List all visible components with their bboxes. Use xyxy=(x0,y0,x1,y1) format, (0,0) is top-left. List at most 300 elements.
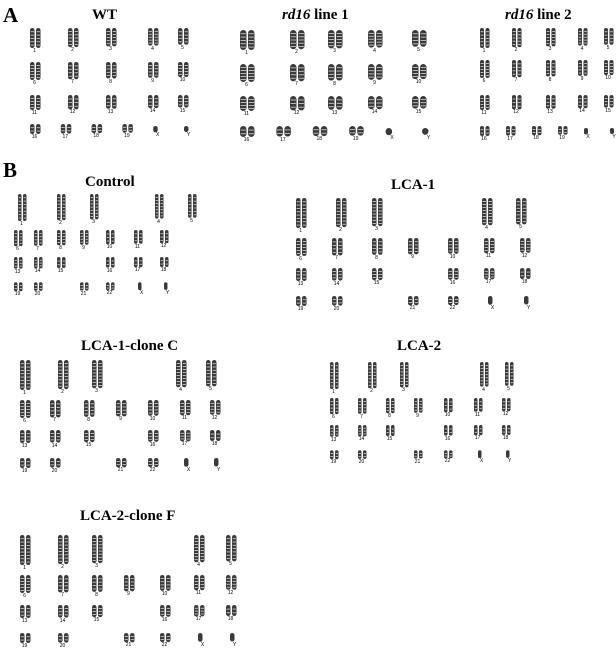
label-21-b0: 21 xyxy=(80,290,87,297)
chromosome-pair-10-a1 xyxy=(412,64,427,79)
label-16-a2: 16 xyxy=(481,136,487,142)
label-14-b0: 14 xyxy=(34,268,41,275)
chromosome-pair-7-b3 xyxy=(358,398,367,414)
label-16-b4: 16 xyxy=(161,616,168,623)
label-19-a1: 19 xyxy=(352,135,359,142)
chromosome-pair-19-b3 xyxy=(330,450,339,459)
label-21-b4: 21 xyxy=(125,642,132,649)
label-15-b1: 15 xyxy=(373,280,380,287)
chromosome-pair-10-a0 xyxy=(178,62,189,77)
label-X-b1: X xyxy=(490,304,495,311)
label-8-b4: 8 xyxy=(95,591,98,598)
chromosome-pair-12-b1 xyxy=(520,238,531,253)
chromosome-pair-6-a0 xyxy=(30,62,41,80)
label-6-b2: 6 xyxy=(23,418,26,424)
chromosome-pair-6-b1 xyxy=(296,238,307,256)
label-2-a2: 2 xyxy=(514,47,518,54)
label-6-b4: 6 xyxy=(23,593,26,599)
label-10-b3: 10 xyxy=(444,412,451,419)
chromosome-pair-16-b3 xyxy=(444,425,453,436)
label-X-a2: X xyxy=(586,134,590,141)
chromosome-pair-18-a2 xyxy=(532,126,542,135)
chromosome-pair-7-a2 xyxy=(512,60,522,77)
panel-letter-b: B xyxy=(3,158,18,182)
label-4-b1: 4 xyxy=(485,225,488,232)
chromosome-pair-15-a1 xyxy=(412,96,427,109)
label-3-a1: 3 xyxy=(333,48,336,55)
chromosome-pair-20-b0 xyxy=(34,282,43,291)
chromosome-pair-17-b2 xyxy=(180,430,191,441)
label-5-b3: 5 xyxy=(507,385,510,392)
label-11-b3: 11 xyxy=(474,411,481,418)
label-19-b2: 19 xyxy=(21,468,28,474)
label-5-b1: 5 xyxy=(519,224,522,231)
chromosome-pair-2-a0 xyxy=(68,28,79,47)
label-11-b4: 11 xyxy=(195,590,202,597)
label-9-b0: 9 xyxy=(82,244,85,251)
label-11-a0: 11 xyxy=(31,110,38,116)
label-17-b3: 17 xyxy=(474,435,481,442)
label-14-b2: 14 xyxy=(51,442,58,449)
chromosome-pair-14-a1 xyxy=(368,96,383,109)
label-16-b0: 16 xyxy=(106,267,113,274)
label-10-b1: 10 xyxy=(449,253,456,260)
chromosome-pair-5-a0 xyxy=(178,28,189,45)
label-22-b0: 22 xyxy=(106,290,113,297)
label-1-b3: 1 xyxy=(332,389,335,395)
chromosome-pair-11-b0 xyxy=(134,230,143,244)
chromosome-pair-14-b4 xyxy=(58,605,69,618)
chromosome-pair-19-a2 xyxy=(558,126,568,135)
chromosome-pair-9-a2 xyxy=(578,60,588,76)
chromosome-pair-2-b3 xyxy=(368,362,377,388)
chromosome-pair-1-a0 xyxy=(30,28,41,48)
label-13-b3: 13 xyxy=(330,436,337,443)
chromosome-pair-9-b3 xyxy=(414,398,423,413)
chromosome-pair-4-b3 xyxy=(480,362,489,387)
label-4-b2: 4 xyxy=(179,387,182,394)
chromosome-pair-18-b1 xyxy=(520,268,531,279)
chromosome-pair-7-b1 xyxy=(332,238,343,255)
label-Y-b0: Y xyxy=(165,289,170,296)
label-13-a2: 13 xyxy=(547,108,553,115)
chromosome-X-a1 xyxy=(386,128,393,135)
label-15-b2: 15 xyxy=(85,442,92,449)
label-20-b4: 20 xyxy=(59,642,66,649)
label-19-a2: 19 xyxy=(559,134,565,141)
title-lca-1: LCA-1 xyxy=(391,177,436,193)
label-2-b3: 2 xyxy=(370,388,373,395)
chromosome-pair-14-b1 xyxy=(332,268,343,281)
chromosome-pair-1-b4 xyxy=(20,535,31,565)
chromosome-pair-8-b4 xyxy=(92,575,103,592)
chromosome-pair-19-a0 xyxy=(122,124,132,133)
label-6-b3: 6 xyxy=(332,414,335,421)
chromosome-pair-11-a1 xyxy=(240,96,255,111)
chromosome-pair-6-a2 xyxy=(480,60,490,78)
label-4-a2: 4 xyxy=(580,45,584,52)
title-lca-1-clone-c: LCA-1-clone C xyxy=(81,338,179,354)
label-6-b1: 6 xyxy=(299,256,302,262)
chromosome-pair-15-b0 xyxy=(57,257,66,268)
chromosome-pair-11-b1 xyxy=(484,238,495,253)
chromosome-pair-9-b2 xyxy=(116,400,127,416)
chromosome-pair-14-a0 xyxy=(148,95,159,108)
chromosome-pair-17-a2 xyxy=(506,126,516,136)
chromosome-pair-18-b0 xyxy=(160,257,169,267)
chromosome-X-b0 xyxy=(138,282,142,290)
chromosome-pair-20-b4 xyxy=(58,633,69,643)
chromosome-pair-17-b0 xyxy=(134,257,143,267)
label-3-a2: 3 xyxy=(548,46,552,53)
chromosome-pair-16-b0 xyxy=(106,257,115,268)
label-5-a1: 5 xyxy=(417,46,420,53)
chromosome-pair-16-b2 xyxy=(148,430,159,442)
chromosome-pair-5-b0 xyxy=(188,194,197,218)
label-18-b1: 18 xyxy=(521,279,528,286)
chromosome-pair-2-a1 xyxy=(290,30,305,49)
chromosome-pair-20-b3 xyxy=(358,450,367,459)
chromosome-pair-13-b3 xyxy=(330,425,339,437)
chromosome-pair-15-b2 xyxy=(84,430,95,442)
label-12-b0: 12 xyxy=(160,243,167,250)
chromosome-pair-3-a1 xyxy=(328,30,343,48)
chromosome-pair-7-b0 xyxy=(34,230,43,246)
label-8-b2: 8 xyxy=(87,416,90,423)
label-14-b1: 14 xyxy=(333,280,340,287)
label-2-a1: 2 xyxy=(295,49,298,56)
chromosome-pair-5-b1 xyxy=(516,198,527,224)
chromosome-pair-8-b0 xyxy=(57,230,66,245)
chromosome-pair-21-b2 xyxy=(116,458,127,467)
label-X-a0: X xyxy=(156,132,160,139)
label-14-a1: 14 xyxy=(371,109,378,116)
label-6-a2: 6 xyxy=(482,78,486,84)
label-7-b4: 7 xyxy=(61,592,64,599)
label-22-b3: 22 xyxy=(444,458,451,465)
label-17-b0: 17 xyxy=(134,267,141,274)
label-14-a2: 14 xyxy=(579,108,585,115)
label-19-b1: 19 xyxy=(297,306,304,312)
label-3-b4: 3 xyxy=(95,563,98,570)
chromosome-pair-4-a2 xyxy=(578,28,588,46)
label-X-b0: X xyxy=(139,290,144,297)
label-7-b1: 7 xyxy=(335,255,338,262)
chromosome-pair-12-b4 xyxy=(226,575,237,590)
label-X-b2: X xyxy=(186,466,191,473)
chromosome-X-b1 xyxy=(488,296,493,305)
label-8-a2: 8 xyxy=(548,76,552,83)
label-9-a2: 9 xyxy=(580,75,584,82)
label-11-b0: 11 xyxy=(134,243,141,250)
label-19-a0: 19 xyxy=(124,132,130,139)
chromosome-pair-2-b0 xyxy=(57,194,66,220)
label-Y-b4: Y xyxy=(232,641,237,648)
chromosome-pair-13-a1 xyxy=(328,96,343,110)
chromosome-pair-21-b0 xyxy=(80,282,89,290)
label-1-b1: 1 xyxy=(299,228,302,234)
label-9-b3: 9 xyxy=(416,412,419,419)
chromosome-pair-10-b2 xyxy=(148,400,159,416)
chromosome-pair-10-b1 xyxy=(448,238,459,254)
chromosome-pair-6-b3 xyxy=(330,398,339,414)
label-3-b2: 3 xyxy=(95,388,98,395)
chromosome-pair-11-b2 xyxy=(180,400,191,415)
label-9-b1: 9 xyxy=(411,254,414,261)
label-15-a2: 15 xyxy=(605,107,611,114)
chromosome-pair-10-a2 xyxy=(604,60,614,75)
label-14-b3: 14 xyxy=(358,436,365,443)
chromosome-pair-15-a2 xyxy=(604,95,614,108)
chromosome-pair-4-a1 xyxy=(368,30,383,48)
chromosome-pair-13-b2 xyxy=(20,430,31,443)
chromosome-pair-1-b0 xyxy=(18,194,27,221)
chromosome-pair-2-b1 xyxy=(336,198,347,227)
label-15-b3: 15 xyxy=(386,435,393,442)
chromosome-pair-13-b1 xyxy=(296,268,307,281)
chromosome-pair-5-a2 xyxy=(604,28,614,45)
label-16-b3: 16 xyxy=(444,435,451,442)
label-2-b0: 2 xyxy=(59,220,62,227)
label-13-a0: 13 xyxy=(107,108,114,115)
chromosome-pair-11-a2 xyxy=(480,95,490,110)
chromosome-pair-13-a0 xyxy=(106,95,117,109)
chromosome-Y-a1 xyxy=(422,128,429,135)
label-18-a1: 18 xyxy=(316,136,323,143)
label-13-b4: 13 xyxy=(21,618,28,624)
chromosome-pair-19-b4 xyxy=(20,633,31,643)
chromosome-pair-20-b2 xyxy=(50,458,61,468)
label-7-b0: 7 xyxy=(36,245,39,252)
chromosome-pair-21-b4 xyxy=(124,633,135,642)
chromosome-pair-17-a0 xyxy=(61,124,72,134)
chromosome-pair-10-b0 xyxy=(106,230,115,244)
label-16-a1: 16 xyxy=(243,137,250,143)
title-lca-2: LCA-2 xyxy=(397,338,442,354)
chromosome-pair-9-b1 xyxy=(408,238,419,254)
chromosome-pair-15-b4 xyxy=(92,605,103,617)
chromosome-pair-14-b3 xyxy=(358,425,367,436)
label-4-a0: 4 xyxy=(151,45,154,52)
label-17-a1: 17 xyxy=(280,136,286,143)
label-6-a0: 6 xyxy=(33,80,36,86)
chromosome-pair-17-b4 xyxy=(194,605,205,616)
label-Y-a1: Y xyxy=(426,134,431,141)
label-10-b2: 10 xyxy=(149,415,156,422)
label-1-a0: 1 xyxy=(33,48,36,54)
label-18-b4: 18 xyxy=(227,616,234,623)
chromosome-pair-19-b2 xyxy=(20,458,31,468)
chromosome-pair-17-b3 xyxy=(474,425,483,435)
chromosome-pair-3-b0 xyxy=(90,194,99,219)
label-20-b0: 20 xyxy=(34,290,41,297)
label-19-b0: 19 xyxy=(14,291,21,298)
chromosome-pair-12-b3 xyxy=(502,398,511,411)
chromosome-pair-6-b0 xyxy=(14,230,23,246)
label-1-a2: 1 xyxy=(482,48,486,54)
label-11-a2: 11 xyxy=(481,110,487,116)
label-11-b1: 11 xyxy=(485,253,492,260)
label-12-a1: 12 xyxy=(293,110,300,117)
label-17-a0: 17 xyxy=(62,133,69,140)
label-18-a2: 18 xyxy=(533,135,539,142)
chromosome-pair-18-b2 xyxy=(210,430,221,441)
label-16-a0: 16 xyxy=(31,134,38,140)
label-7-b3: 7 xyxy=(360,413,363,420)
label-15-a0: 15 xyxy=(179,107,186,114)
chromosome-pair-8-a0 xyxy=(106,62,117,79)
label-10-a2: 10 xyxy=(605,75,611,82)
chromosome-pair-7-b2 xyxy=(50,400,61,417)
label-18-a0: 18 xyxy=(93,133,99,140)
chromosome-pair-3-a0 xyxy=(106,28,117,46)
chromosome-pair-22-b3 xyxy=(444,450,453,458)
chromosome-pair-3-b3 xyxy=(400,362,409,387)
chromosome-Y-b2 xyxy=(214,458,219,467)
label-9-b2: 9 xyxy=(119,416,122,423)
label-1-a1: 1 xyxy=(245,50,248,56)
chromosome-pair-3-b4 xyxy=(92,535,103,563)
label-2-b4: 2 xyxy=(61,564,64,571)
label-17-a2: 17 xyxy=(507,135,513,142)
chromosome-pair-16-b4 xyxy=(160,605,171,617)
chromosome-pair-10-b4 xyxy=(160,575,171,591)
chromosome-pair-14-b2 xyxy=(50,430,61,443)
label-2-b1: 2 xyxy=(339,227,342,234)
label-4-b3: 4 xyxy=(482,386,485,393)
label-15-a1: 15 xyxy=(415,108,422,115)
chromosome-pair-4-b1 xyxy=(482,198,493,225)
label-11-b2: 11 xyxy=(181,415,188,422)
label-20-b1: 20 xyxy=(333,305,340,312)
label-5-a2: 5 xyxy=(606,44,610,51)
chromosome-pair-8-b1 xyxy=(372,238,383,255)
chromosome-pair-15-a0 xyxy=(178,95,189,108)
chromosome-pair-4-b0 xyxy=(155,194,164,219)
label-1-b4: 1 xyxy=(23,565,26,571)
label-13-b0: 13 xyxy=(14,268,21,275)
label-18-b3: 18 xyxy=(502,434,509,441)
chromosome-pair-21-b3 xyxy=(414,450,423,458)
title-wt: WT xyxy=(92,7,118,23)
chromosome-pair-9-a1 xyxy=(368,64,383,80)
label-1-b2: 1 xyxy=(23,390,26,396)
label-4-b4: 4 xyxy=(197,562,200,569)
chromosome-pair-3-b2 xyxy=(92,360,103,388)
label-11-a1: 11 xyxy=(243,111,250,117)
label-12-b4: 12 xyxy=(227,589,234,596)
chromosome-pair-7-b4 xyxy=(58,575,69,592)
label-17-b4: 17 xyxy=(195,616,202,623)
label-13-b1: 13 xyxy=(297,281,304,287)
chromosome-pair-6-b2 xyxy=(20,400,31,418)
chromosome-pair-5-b4 xyxy=(226,535,237,561)
label-10-a1: 10 xyxy=(415,79,422,86)
chromosome-pair-15-b3 xyxy=(386,425,395,436)
label-X-b3: X xyxy=(479,458,484,465)
label-17-b1: 17 xyxy=(485,279,492,286)
chromosome-pair-20-b1 xyxy=(332,296,343,306)
label-20-b3: 20 xyxy=(358,458,365,465)
label-6-a1: 6 xyxy=(245,82,248,88)
label-7-a2: 7 xyxy=(514,77,518,84)
label-10-b0: 10 xyxy=(106,244,113,251)
label-X-b4: X xyxy=(200,641,205,648)
label-9-a0: 9 xyxy=(151,77,154,84)
label-1-b0: 1 xyxy=(20,221,23,227)
chromosome-pair-2-a2 xyxy=(512,28,522,47)
label-10-a0: 10 xyxy=(179,77,186,84)
chromosome-pair-8-a1 xyxy=(328,64,343,81)
label-3-b0: 3 xyxy=(92,219,95,226)
label-8-a0: 8 xyxy=(109,78,112,85)
label-3-b1: 3 xyxy=(375,226,378,233)
chromosome-pair-6-b4 xyxy=(20,575,31,593)
title-lca-2-clone-f: LCA-2-clone F xyxy=(80,508,176,524)
label-22-b2: 22 xyxy=(149,467,156,474)
label-8-b3: 8 xyxy=(388,413,391,420)
chromosome-pair-9-b4 xyxy=(124,575,135,591)
chromosome-pair-18-b3 xyxy=(502,425,511,435)
chromosome-pair-11-b3 xyxy=(474,398,483,412)
chromosome-pair-11-a0 xyxy=(30,95,41,110)
label-12-b2: 12 xyxy=(211,414,218,421)
chromosome-pair-16-a1 xyxy=(240,126,255,137)
chromosome-pair-12-b0 xyxy=(160,230,169,243)
chromosome-pair-21-b1 xyxy=(408,296,419,305)
chromosome-pair-5-b2 xyxy=(206,360,217,386)
label-7-a1: 7 xyxy=(295,81,298,88)
chromosome-pair-18-a1 xyxy=(313,126,328,136)
label-4-b0: 4 xyxy=(157,218,160,225)
label-16-b2: 16 xyxy=(149,441,156,448)
label-19-b4: 19 xyxy=(21,643,28,649)
chromosome-pair-4-a0 xyxy=(148,28,159,46)
chromosome-pair-16-b1 xyxy=(448,268,459,280)
chromosome-X-b2 xyxy=(184,458,189,467)
chromosome-pair-12-a1 xyxy=(290,96,305,110)
chromosome-pair-17-a1 xyxy=(276,126,291,137)
chromosome-pair-14-b0 xyxy=(34,257,43,268)
chromosome-pair-4-b2 xyxy=(176,360,187,387)
label-12-a2: 12 xyxy=(513,109,519,116)
chromosome-pair-10-b3 xyxy=(444,398,453,412)
label-6-b0: 6 xyxy=(16,246,19,253)
chromosome-pair-1-a2 xyxy=(480,28,490,48)
label-15-b4: 15 xyxy=(93,617,100,624)
label-13-a1: 13 xyxy=(331,109,338,116)
label-X-a1: X xyxy=(390,135,394,142)
label-5-b4: 5 xyxy=(229,561,232,568)
panel-letter-a: A xyxy=(3,3,19,27)
chromosome-pair-4-b4 xyxy=(194,535,205,562)
label-Y-a0: Y xyxy=(186,132,191,138)
chromosome-Y-b4 xyxy=(230,633,235,642)
label-7-b2: 7 xyxy=(53,417,56,424)
label-17-b2: 17 xyxy=(181,441,188,448)
chromosome-pair-16-a0 xyxy=(30,124,41,134)
chromosome-pair-2-b4 xyxy=(58,535,69,564)
label-20-b2: 20 xyxy=(51,467,58,474)
chromosome-X-b3 xyxy=(478,450,482,458)
label-3-a0: 3 xyxy=(109,46,112,53)
chromosome-Y-b0 xyxy=(164,282,168,290)
chromosome-pair-3-b1 xyxy=(372,198,383,226)
chromosome-pair-9-b0 xyxy=(80,230,89,245)
chromosome-pair-12-a2 xyxy=(512,95,522,109)
chromosome-Y-b1 xyxy=(524,296,529,305)
label-22-b1: 22 xyxy=(449,305,456,312)
